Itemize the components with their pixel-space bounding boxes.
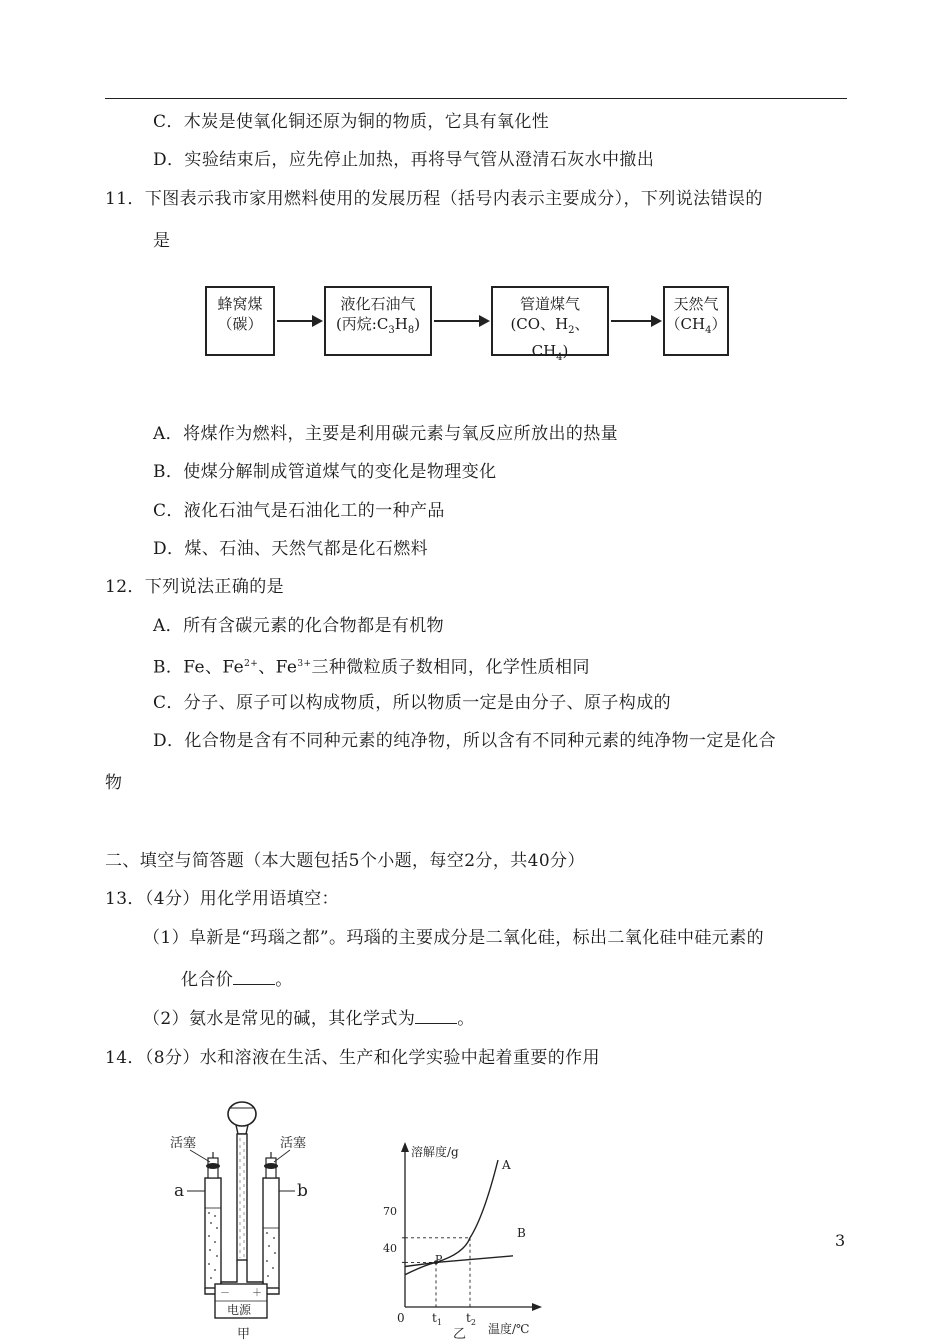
q14-stem: 14．（8分）水和溶液在生活、生产和化学实验中起着重要的作用	[105, 1048, 600, 1068]
tube-b	[263, 1178, 279, 1288]
q13-part2: （2）氨水是常见的碱，其化学式为 。	[143, 1009, 475, 1029]
flow-box1-sub: （碳）	[217, 315, 263, 333]
figure-caption-yi: 乙	[453, 1327, 467, 1340]
curve-b-label: B	[517, 1226, 526, 1240]
flow-arrow-1	[277, 320, 321, 322]
flow-box-pipeline-gas	[491, 286, 609, 363]
page-number: 3	[835, 1231, 846, 1250]
q12-option-b: B．Fe、$Fe^{2+}$、$Fe^{3+}$三种微粒质子数相同，化学性质相同	[153, 657, 590, 678]
header-rule	[105, 98, 847, 99]
q11-stem-cont: 是	[153, 231, 171, 251]
answer-blank[interactable]	[233, 970, 275, 985]
power-label: 电源	[227, 1303, 252, 1317]
q13-part1: （1）阜新是“玛瑙之都”。玛瑙的主要成分是二氧化硅，标出二氧化硅中硅元素的	[143, 928, 764, 948]
central-tube	[237, 1134, 247, 1260]
flow-box1-title: 蜂窝煤	[217, 295, 263, 313]
answer-blank[interactable]	[415, 1009, 457, 1024]
q12-option-d: D．化合物是含有不同种元素的纯净物，所以含有不同种元素的纯净物一定是化合	[153, 731, 777, 751]
figure-electrolysis-apparatus	[160, 1098, 320, 1341]
q11-stem: 11．下图表示我市家用燃料使用的发展历程（括号内表示主要成分），下列说法错误的	[105, 189, 763, 209]
q10-option-c: C．木炭是使氧化铜还原为铜的物质，它具有氧化性	[153, 112, 550, 132]
figure-caption-jia: 甲	[237, 1327, 251, 1341]
tube-label-b: b	[297, 1181, 308, 1201]
solubility-curve-b	[405, 1256, 513, 1267]
power-plus: ＋	[252, 1288, 262, 1299]
flow-box-honeycomb-coal	[205, 286, 275, 356]
q12-option-d-cont: 物	[105, 773, 123, 793]
funnel-bulb	[228, 1102, 256, 1126]
flow-box3-sub: (CO、$H_2$、$CH_4$)	[510, 315, 590, 363]
flow-box-natural-gas	[663, 286, 729, 356]
valve-label-left: 活塞	[170, 1136, 197, 1151]
flow-arrow-3	[611, 320, 660, 322]
curve-a-label: A	[502, 1158, 511, 1172]
q13-stem: 13．（4分）用化学用语填空：	[105, 889, 339, 909]
valve-label-right: 活塞	[280, 1136, 307, 1151]
flow-box3-title: 管道煤气	[519, 295, 580, 313]
t1-label: $t_1$	[432, 1311, 442, 1327]
origin-label: 0	[397, 1311, 405, 1325]
q11-option-d: D．煤、石油、天然气都是化石燃料	[153, 539, 429, 559]
flow-box2-title: 液化石油气	[340, 295, 416, 313]
flow-box4-sub: $(CH_4)$	[665, 315, 727, 336]
power-minus: －	[220, 1288, 230, 1299]
flow-box4-title: 天然气	[673, 295, 719, 313]
solubility-curve-a	[405, 1160, 498, 1275]
tick-label-70: 70	[383, 1205, 397, 1218]
point-p-label: P	[435, 1253, 443, 1266]
tube-a	[205, 1178, 221, 1288]
q12-option-c: C．分子、原子可以构成物质，所以物质一定是由分子、原子构成的	[153, 693, 672, 713]
q11-option-c: C．液化石油气是石油化工的一种产品	[153, 501, 445, 521]
section-2-title: 二、填空与简答题（本大题包括5个小题，每空2分，共40分）	[105, 851, 585, 871]
q13-part1-cont: 化合价 。	[181, 970, 293, 990]
figure-solubility-chart	[380, 1140, 550, 1340]
q12-option-a: A．所有含碳元素的化合物都是有机物	[153, 616, 445, 636]
flow-box-lpg	[324, 286, 432, 356]
x-axis-label: 温度/℃	[488, 1322, 530, 1336]
q12-stem: 12．下列说法正确的是	[105, 577, 285, 597]
q11-option-b: B．使煤分解制成管道煤气的变化是物理变化	[153, 462, 497, 482]
t2-label: $t_2$	[466, 1311, 476, 1327]
tick-label-40: 40	[383, 1242, 397, 1255]
tube-label-a: a	[174, 1181, 185, 1201]
flow-box2-sub: (丙烷$:C_3H_8$)	[335, 315, 421, 336]
y-axis-label: 溶解度/g	[411, 1145, 459, 1159]
q10-option-d: D．实验结束后，应先停止加热，再将导气管从澄清石灰水中撤出	[153, 150, 655, 170]
flow-arrow-2	[434, 320, 488, 322]
q11-option-a: A．将煤作为燃料，主要是利用碳元素与氧反应所放出的热量	[153, 424, 619, 444]
